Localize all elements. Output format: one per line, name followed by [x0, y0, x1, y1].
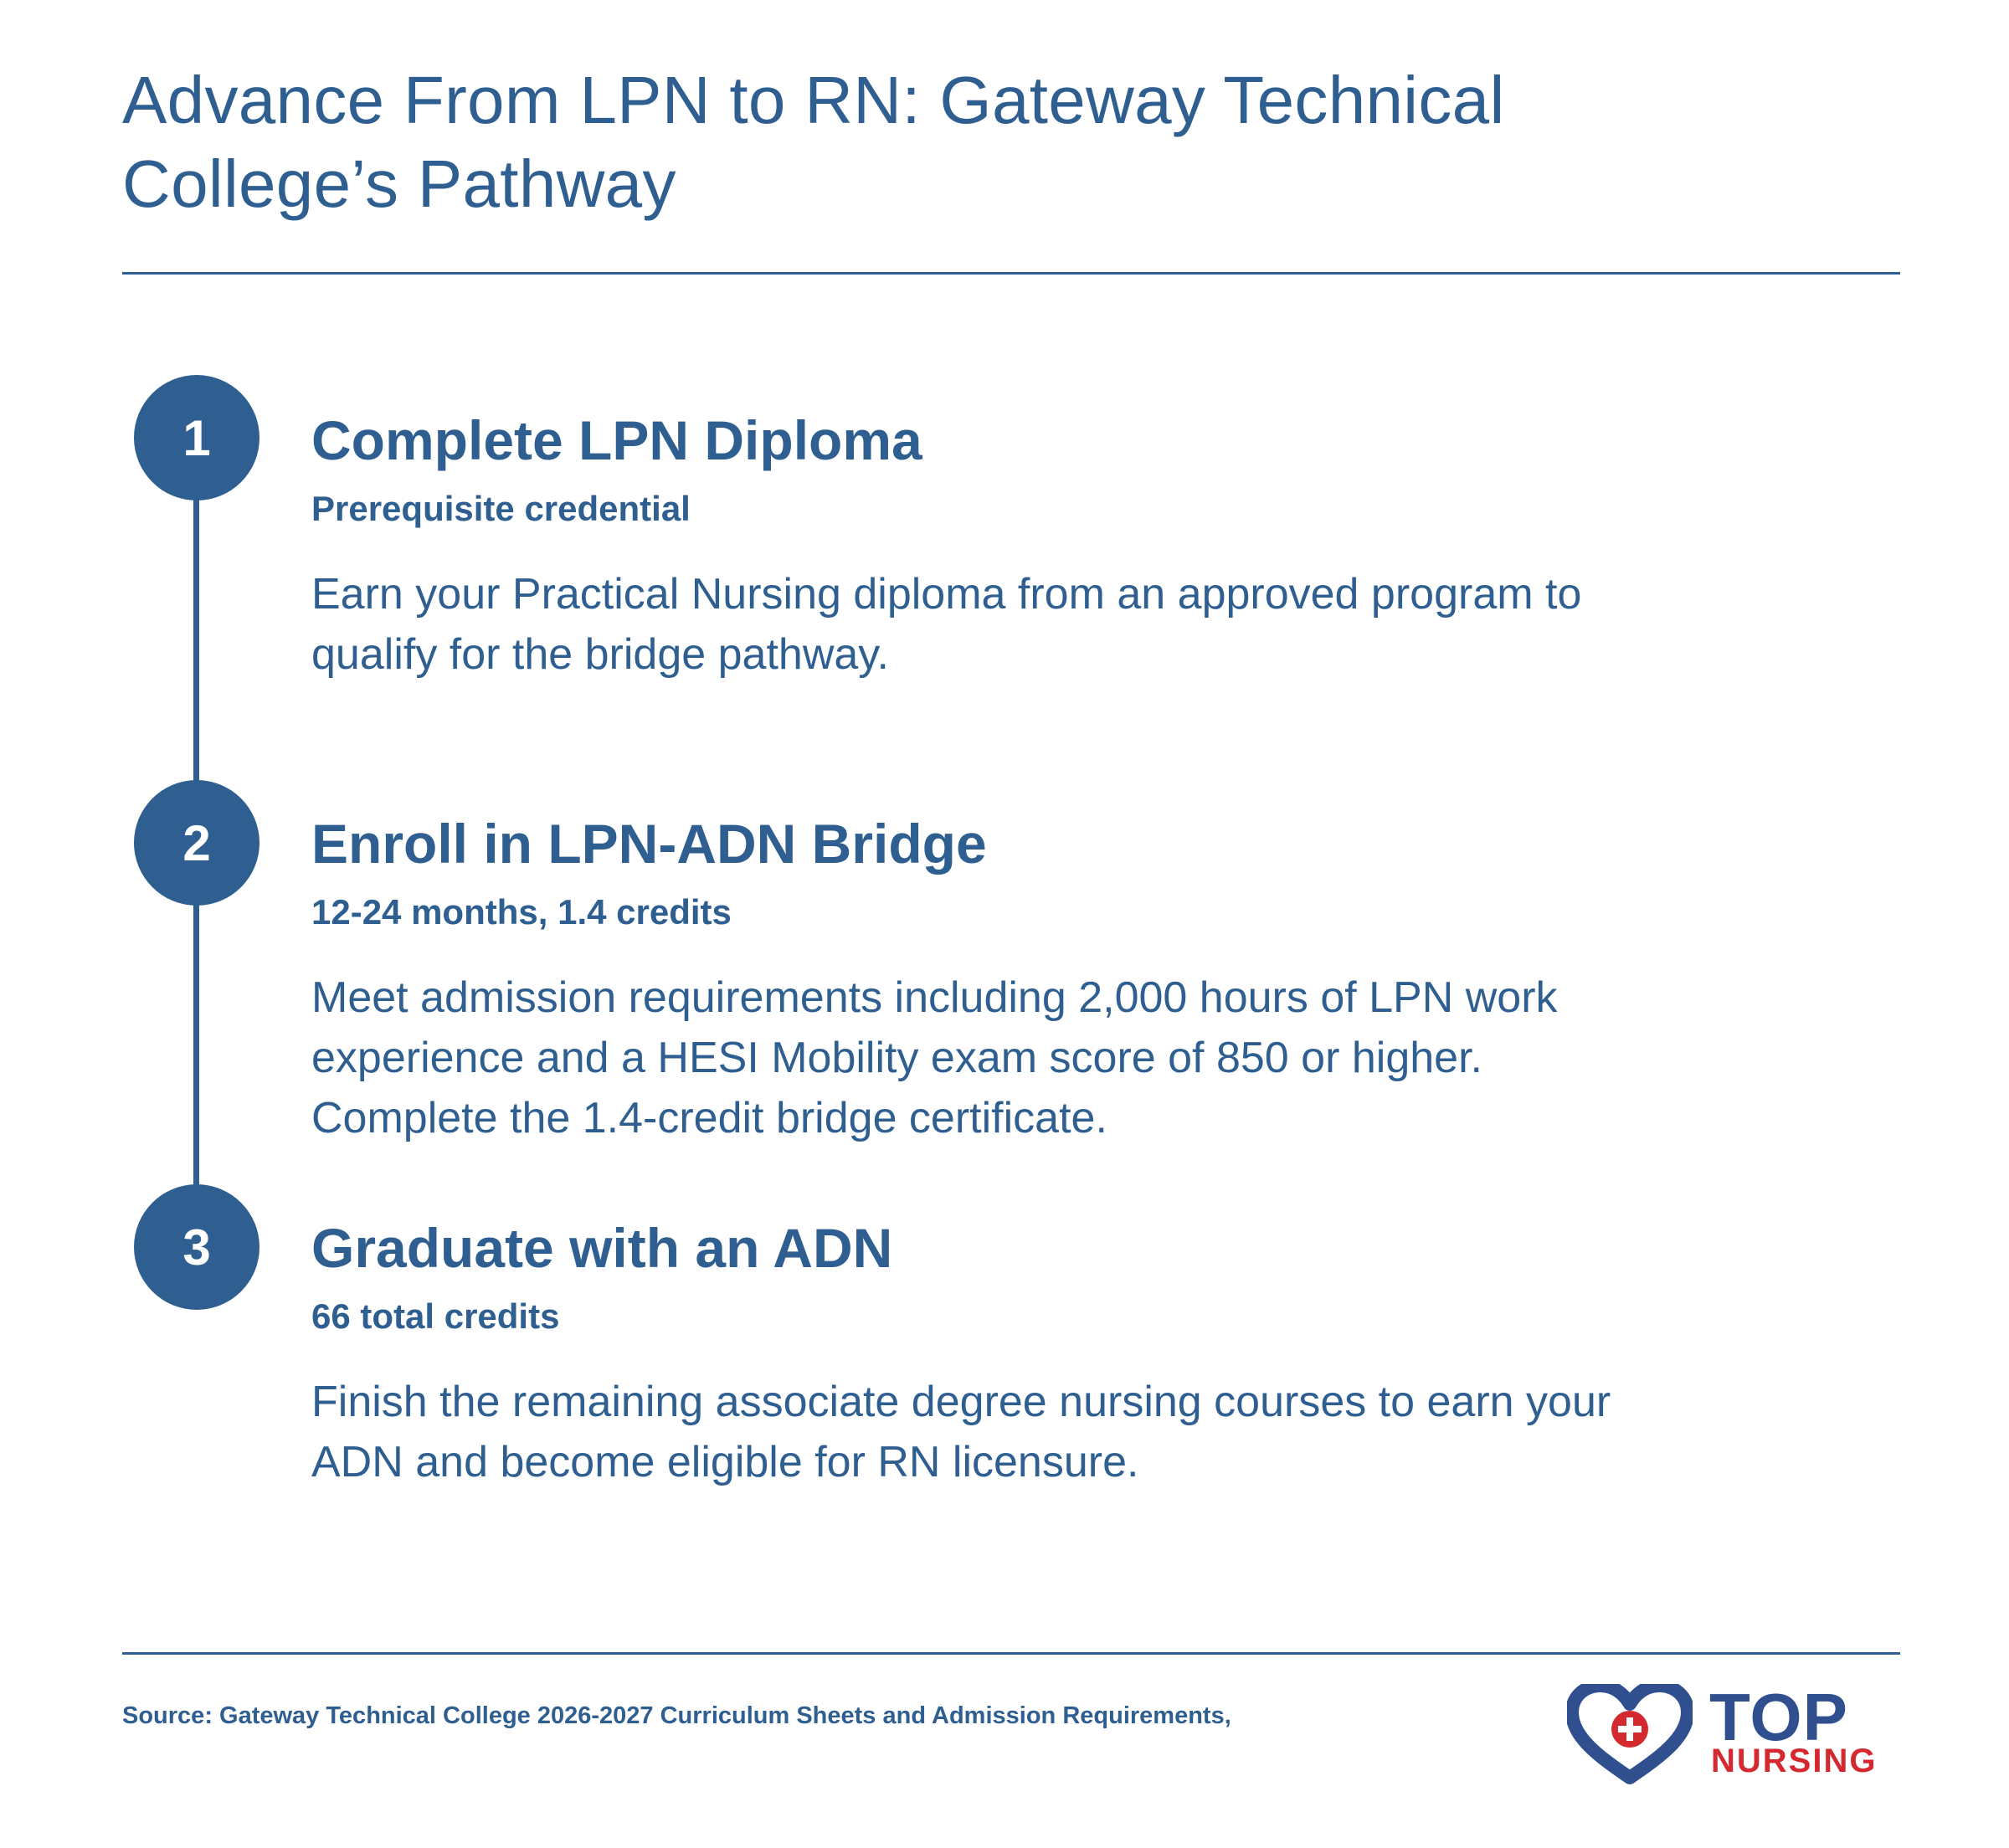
step-1-description: Earn your Practical Nursing diploma from an approved program to qualify for the bridge pathway. — [311, 570, 1582, 679]
step-3-subtitle: 66 total credits — [311, 1296, 560, 1336]
step-1 — [311, 407, 1617, 685]
step-3 — [311, 1214, 1617, 1492]
heart-plus-icon — [1567, 1684, 1693, 1784]
step-1-subtitle: Prerequisite credential — [311, 489, 691, 528]
step-2 — [311, 810, 1617, 1148]
logo-word-bottom: NURSING — [1711, 1743, 1878, 1779]
timeline-connector-2-3 — [193, 900, 199, 1201]
step-1-number: 1 — [182, 409, 211, 466]
source-citation: Source: Gateway Technical College 2026-2027 Curriculum Sheets and Admission Requirements, — [122, 1702, 1231, 1729]
step-1-title: Complete LPN Diploma — [311, 409, 922, 471]
step-2-number-circle — [134, 780, 259, 906]
step-2-description: Meet admission requirements including 2,000 hours of LPN work experience and a HESI Mobility exam score of 850 or higher. Complete the 1.4-credit bridge certificate. — [311, 973, 1558, 1142]
header-divider — [122, 272, 1900, 275]
step-2-subtitle: 12-24 months, 1.4 credits — [311, 892, 732, 932]
step-1-number-circle — [134, 375, 259, 501]
step-3-title: Graduate with an ADN — [311, 1217, 893, 1279]
step-3-description: Finish the remaining associate degree nursing courses to earn your ADN and become eligible for RN licensure. — [311, 1378, 1611, 1486]
step-2-title: Enroll in LPN-ADN Bridge — [311, 813, 987, 875]
timeline-connector-1-2 — [193, 494, 199, 795]
step-2-number: 2 — [182, 814, 211, 871]
step-3-number: 3 — [182, 1219, 211, 1276]
top-nursing-logo — [1567, 1682, 1902, 1783]
step-3-number-circle — [134, 1184, 259, 1310]
page-title: Advance From LPN to RN: Gateway Technical College’s Pathway — [122, 63, 1505, 221]
logo-word-top: TOP — [1709, 1680, 1849, 1754]
footer-divider — [122, 1652, 1900, 1655]
